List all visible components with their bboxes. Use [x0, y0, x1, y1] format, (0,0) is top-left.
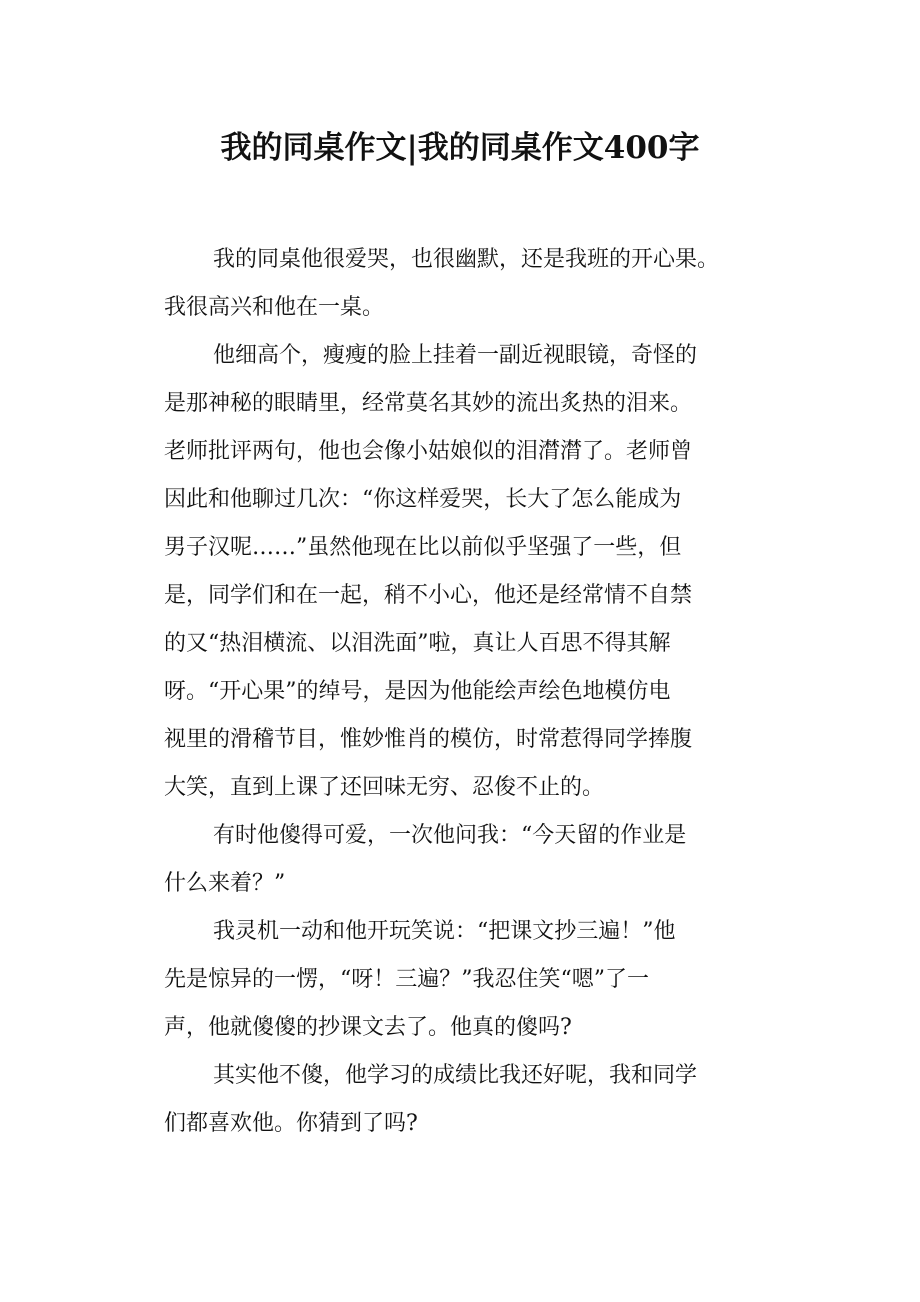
text-line: 先是惊异的一愣，“呀！三遍？”我忍住笑“嗯”了一	[164, 967, 649, 992]
text-line: 其实他不傻，他学习的成绩比我还好呢，我和同学	[213, 1063, 698, 1088]
text-line: 的又“热泪横流、以泪洗面”啦，真让人百思不得其解	[164, 631, 671, 656]
text-line: 男子汉呢……”虽然他现在比以前似乎坚强了一些，但	[164, 535, 682, 560]
text-line: 是那神秘的眼睛里，经常莫名其妙的流出炙热的泪来。	[164, 391, 693, 416]
text-line: 有时他傻得可爱，一次他问我：“今天留的作业是	[213, 823, 687, 848]
document-body	[164, 236, 760, 1148]
text-line: 什么来着？”	[164, 871, 286, 896]
text-line: 他细高个，瘦瘦的脸上挂着一副近视眼镜，奇怪的	[213, 343, 698, 368]
text-line: 视里的滑稽节目，惟妙惟肖的模仿，时常惹得同学捧腹	[164, 727, 693, 752]
text-line: 是，同学们和在一起，稍不小心，他还是经常情不自禁	[164, 583, 693, 608]
text-line: 们都喜欢他。你猜到了吗?	[164, 1111, 418, 1136]
text-line: 大笑，直到上课了还回味无穷、忍俊不止的。	[164, 775, 605, 800]
text-line: 我的同桌他很爱哭，也很幽默，还是我班的开心果。	[213, 247, 720, 272]
text-line: 老师批评两句，他也会像小姑娘似的泪潸潸了。老师曾	[164, 439, 693, 464]
text-line: 声，他就傻傻的抄课文去了。他真的傻吗?	[164, 1015, 572, 1040]
text-line: 因此和他聊过几次：“你这样爱哭，长大了怎么能成为	[164, 487, 682, 512]
document-title: 我的同桌作文|我的同桌作文400字	[220, 130, 700, 166]
text-line: 我灵机一动和他开玩笑说：“把课文抄三遍！”他	[213, 919, 676, 944]
text-line: 呀。“开心果”的绰号，是因为他能绘声绘色地模仿电	[164, 679, 671, 704]
text-line: 我很高兴和他在一桌。	[164, 295, 385, 320]
